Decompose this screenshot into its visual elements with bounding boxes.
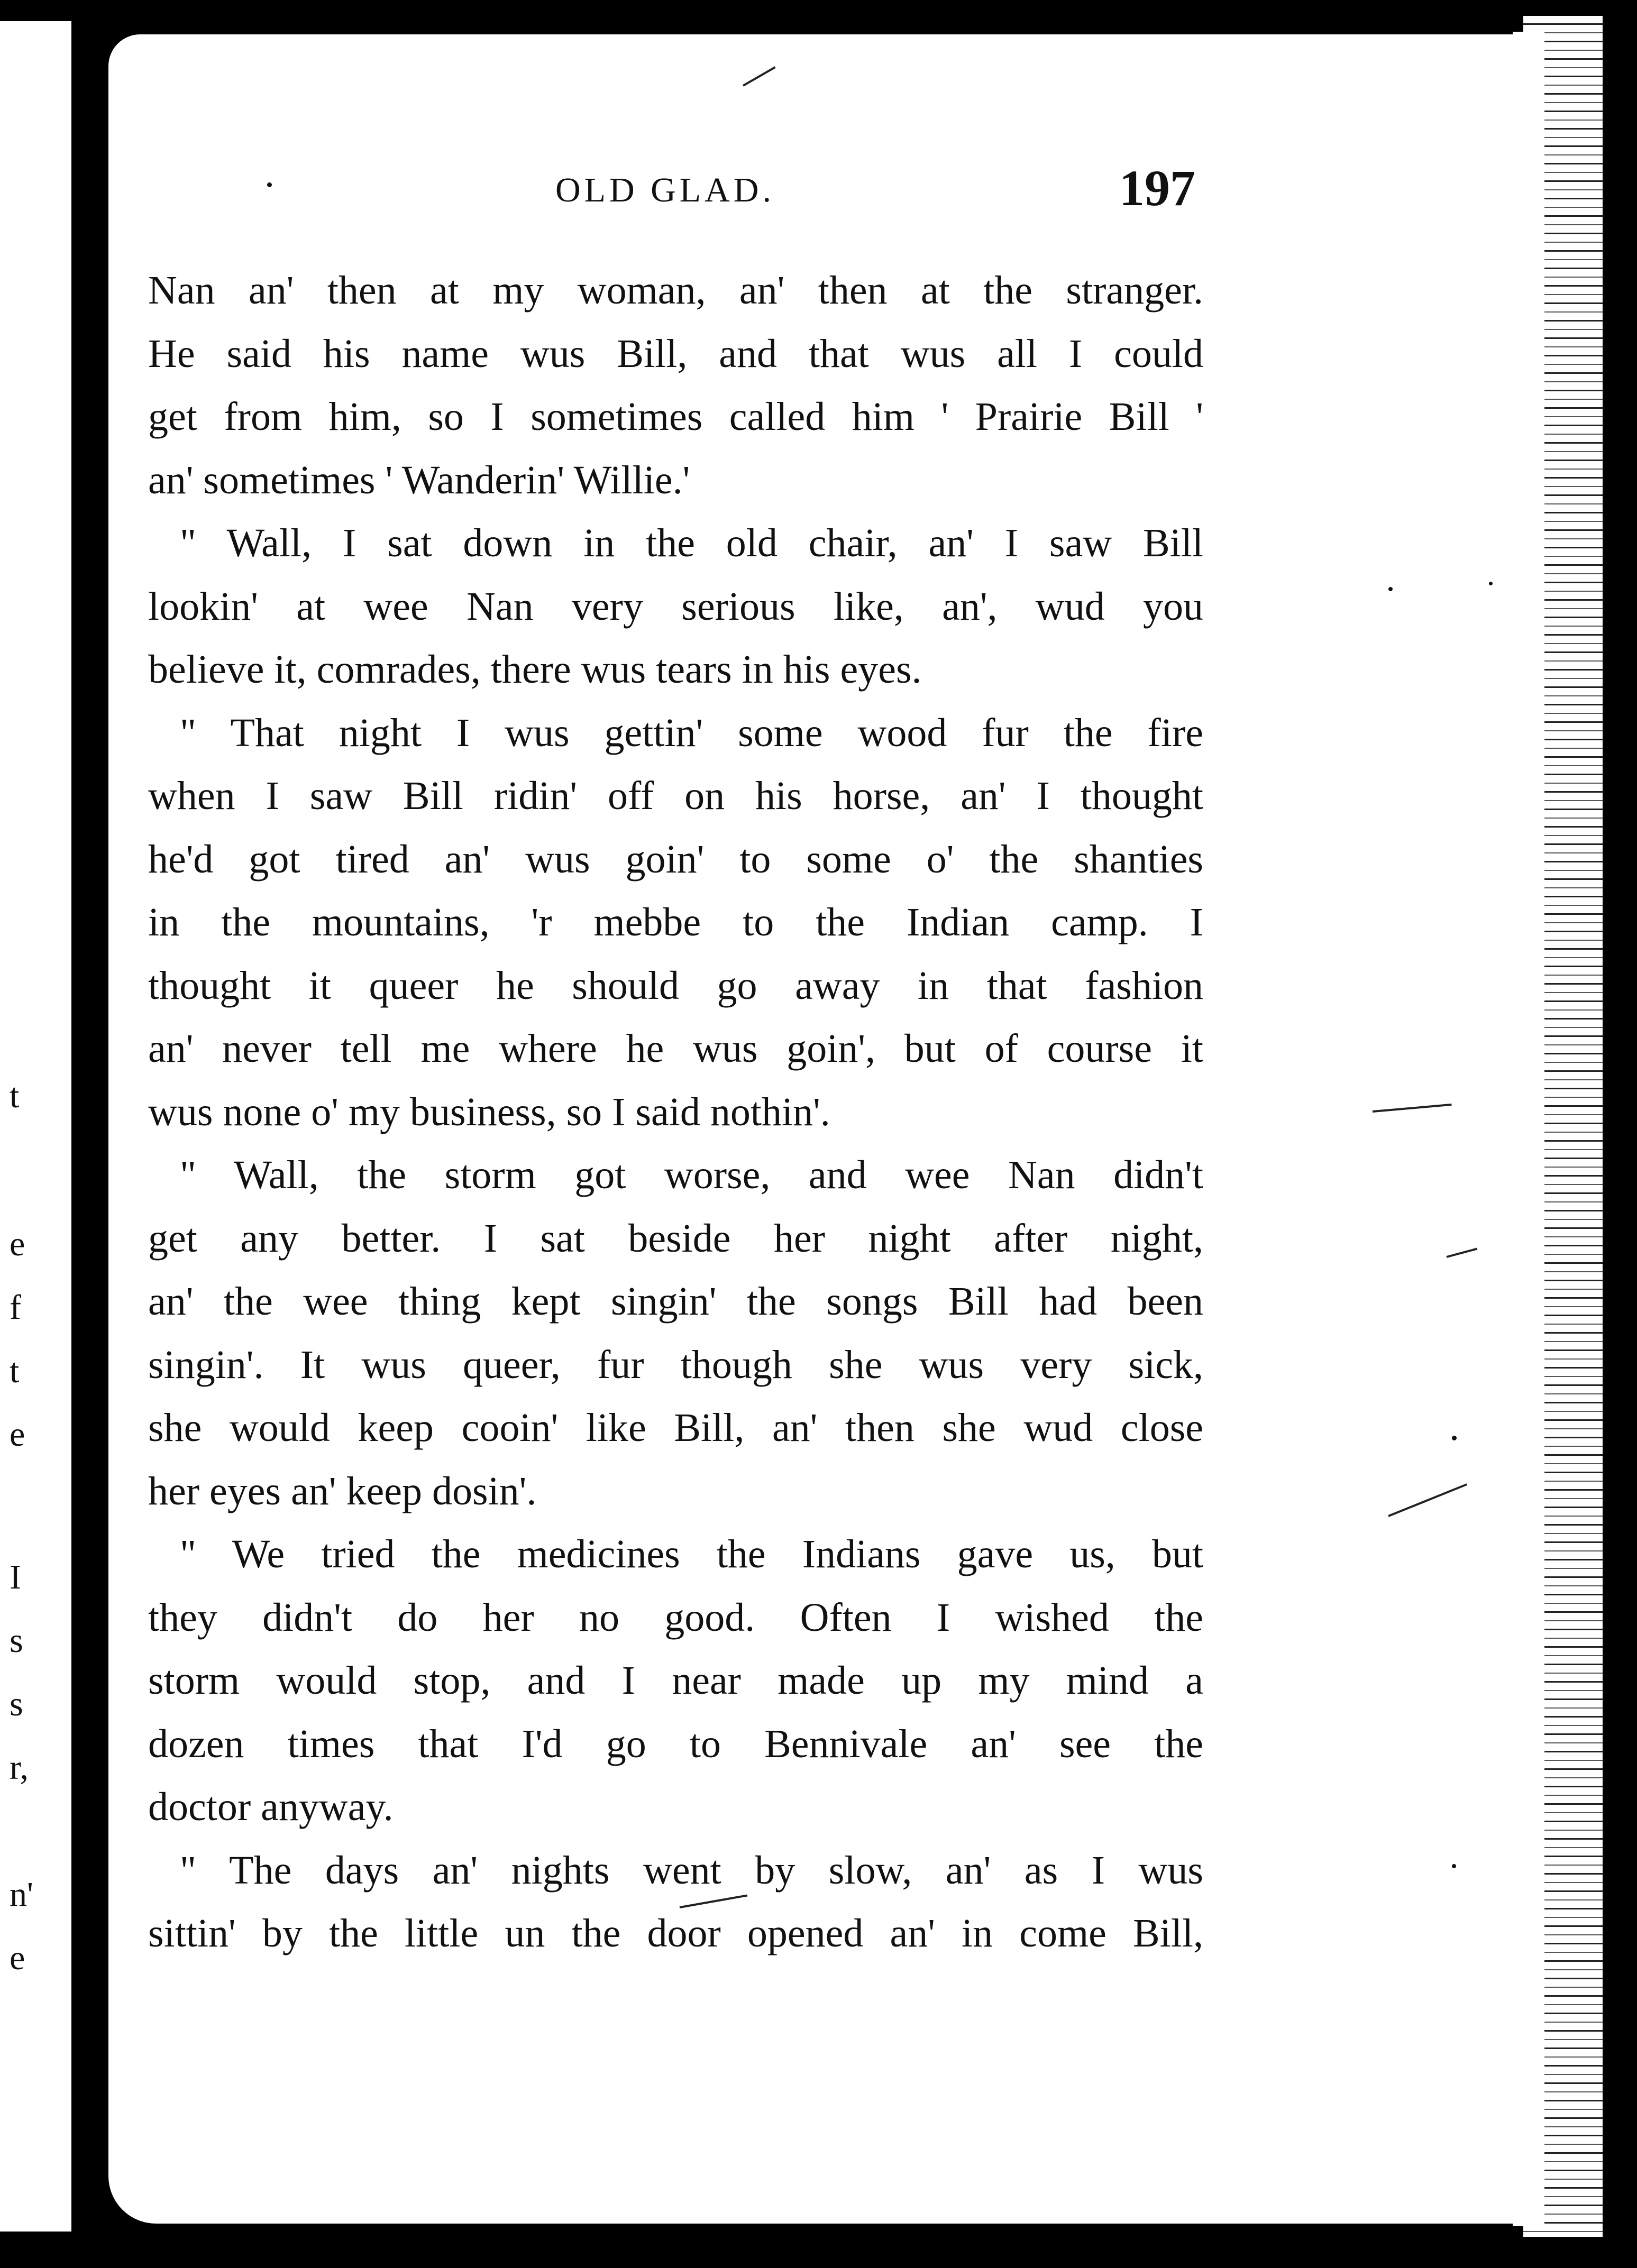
text-line: " We tried the medicines the Indians gave us, but [180, 1532, 1203, 1576]
facing-page-fragment: t [10, 1077, 20, 1115]
text-line: he'd got tired an' wus goin' to some o' the shanties [148, 837, 1203, 882]
page-header [148, 159, 1195, 222]
text-line: when I saw Bill ridin' off on his horse, an' I thought [148, 774, 1203, 818]
facing-page-fragment: I [10, 1558, 21, 1596]
scan-mark [1373, 1104, 1452, 1113]
text-line: an' never tell me where he wus goin', but of course it [148, 1026, 1203, 1071]
facing-page-fragment: f [10, 1288, 21, 1327]
text-line: singin'. It wus queer, fur though she wus very sick, [148, 1342, 1203, 1387]
text-line: " The days an' nights went by slow, an' as I wus [180, 1848, 1203, 1893]
text-line: He said his name wus Bill, and that wus all I could [148, 331, 1203, 376]
running-head: OLD GLAD. [555, 171, 775, 209]
text-line: believe it, comrades, there wus tears in his eyes. [148, 647, 922, 692]
text-line: doctor anyway. [148, 1785, 394, 1829]
page-body [148, 259, 1203, 1966]
facing-page-fragment: e [10, 1415, 25, 1454]
facing-page-fragment: e [10, 1939, 25, 1977]
scan-speck [1388, 587, 1393, 591]
text-line: " Wall, the storm got worse, and wee Nan didn't [180, 1153, 1203, 1197]
text-line: they didn't do her no good. Often I wished the [148, 1595, 1203, 1640]
scan-mark [1446, 1248, 1477, 1258]
text-line: her eyes an' keep dosin'. [148, 1468, 537, 1513]
facing-page-edge [0, 21, 71, 2232]
text-line: an' sometimes ' Wanderin' Willie.' [148, 457, 690, 502]
scan-mark [743, 66, 776, 86]
facing-page-fragment: r, [10, 1748, 29, 1787]
page-number: 197 [1119, 160, 1195, 216]
facing-page-fragment: n' [10, 1875, 33, 1914]
text-line: in the mountains, 'r mebbe to the Indian camp. I [148, 900, 1203, 944]
text-line: she would keep cooin' like Bill, an' then she wud close [148, 1406, 1203, 1450]
text-line: " Wall, I sat down in the old chair, an' I saw Bill [180, 521, 1203, 565]
text-line: storm would stop, and I near made up my mind a [148, 1658, 1203, 1703]
text-line: an' the wee thing kept singin' the songs Bill had been [148, 1279, 1203, 1324]
text-line: get any better. I sat beside her night after night, [148, 1216, 1203, 1261]
facing-page-fragment: t [10, 1352, 20, 1390]
facing-page-fragment: s [10, 1621, 23, 1660]
text-line: thought it queer he should go away in that fashion [148, 963, 1203, 1008]
text-line: lookin' at wee Nan very serious like, an', wud you [148, 584, 1203, 629]
facing-page-fragment: s [10, 1685, 23, 1723]
text-line: dozen times that I'd go to Bennivale an' see the [148, 1721, 1203, 1766]
facing-page-fragment: e [10, 1225, 25, 1263]
text-line: Nan an' then at my woman, an' then at the stranger. [148, 268, 1203, 313]
text-line: " That night I wus gettin' some wood fur the fire [180, 710, 1203, 755]
scan-mark [1388, 1483, 1467, 1517]
scan-speck [1489, 582, 1493, 585]
text-line: get from him, so I sometimes called him ' Prairie Bill ' [148, 394, 1203, 439]
text-line: wus none o' my business, so I said nothin'. [148, 1089, 830, 1134]
scan-speck [1452, 1864, 1456, 1868]
text-line: sittin' by the little un the door opened an' in come Bill, [148, 1911, 1203, 1955]
scan-speck [1452, 1436, 1457, 1440]
